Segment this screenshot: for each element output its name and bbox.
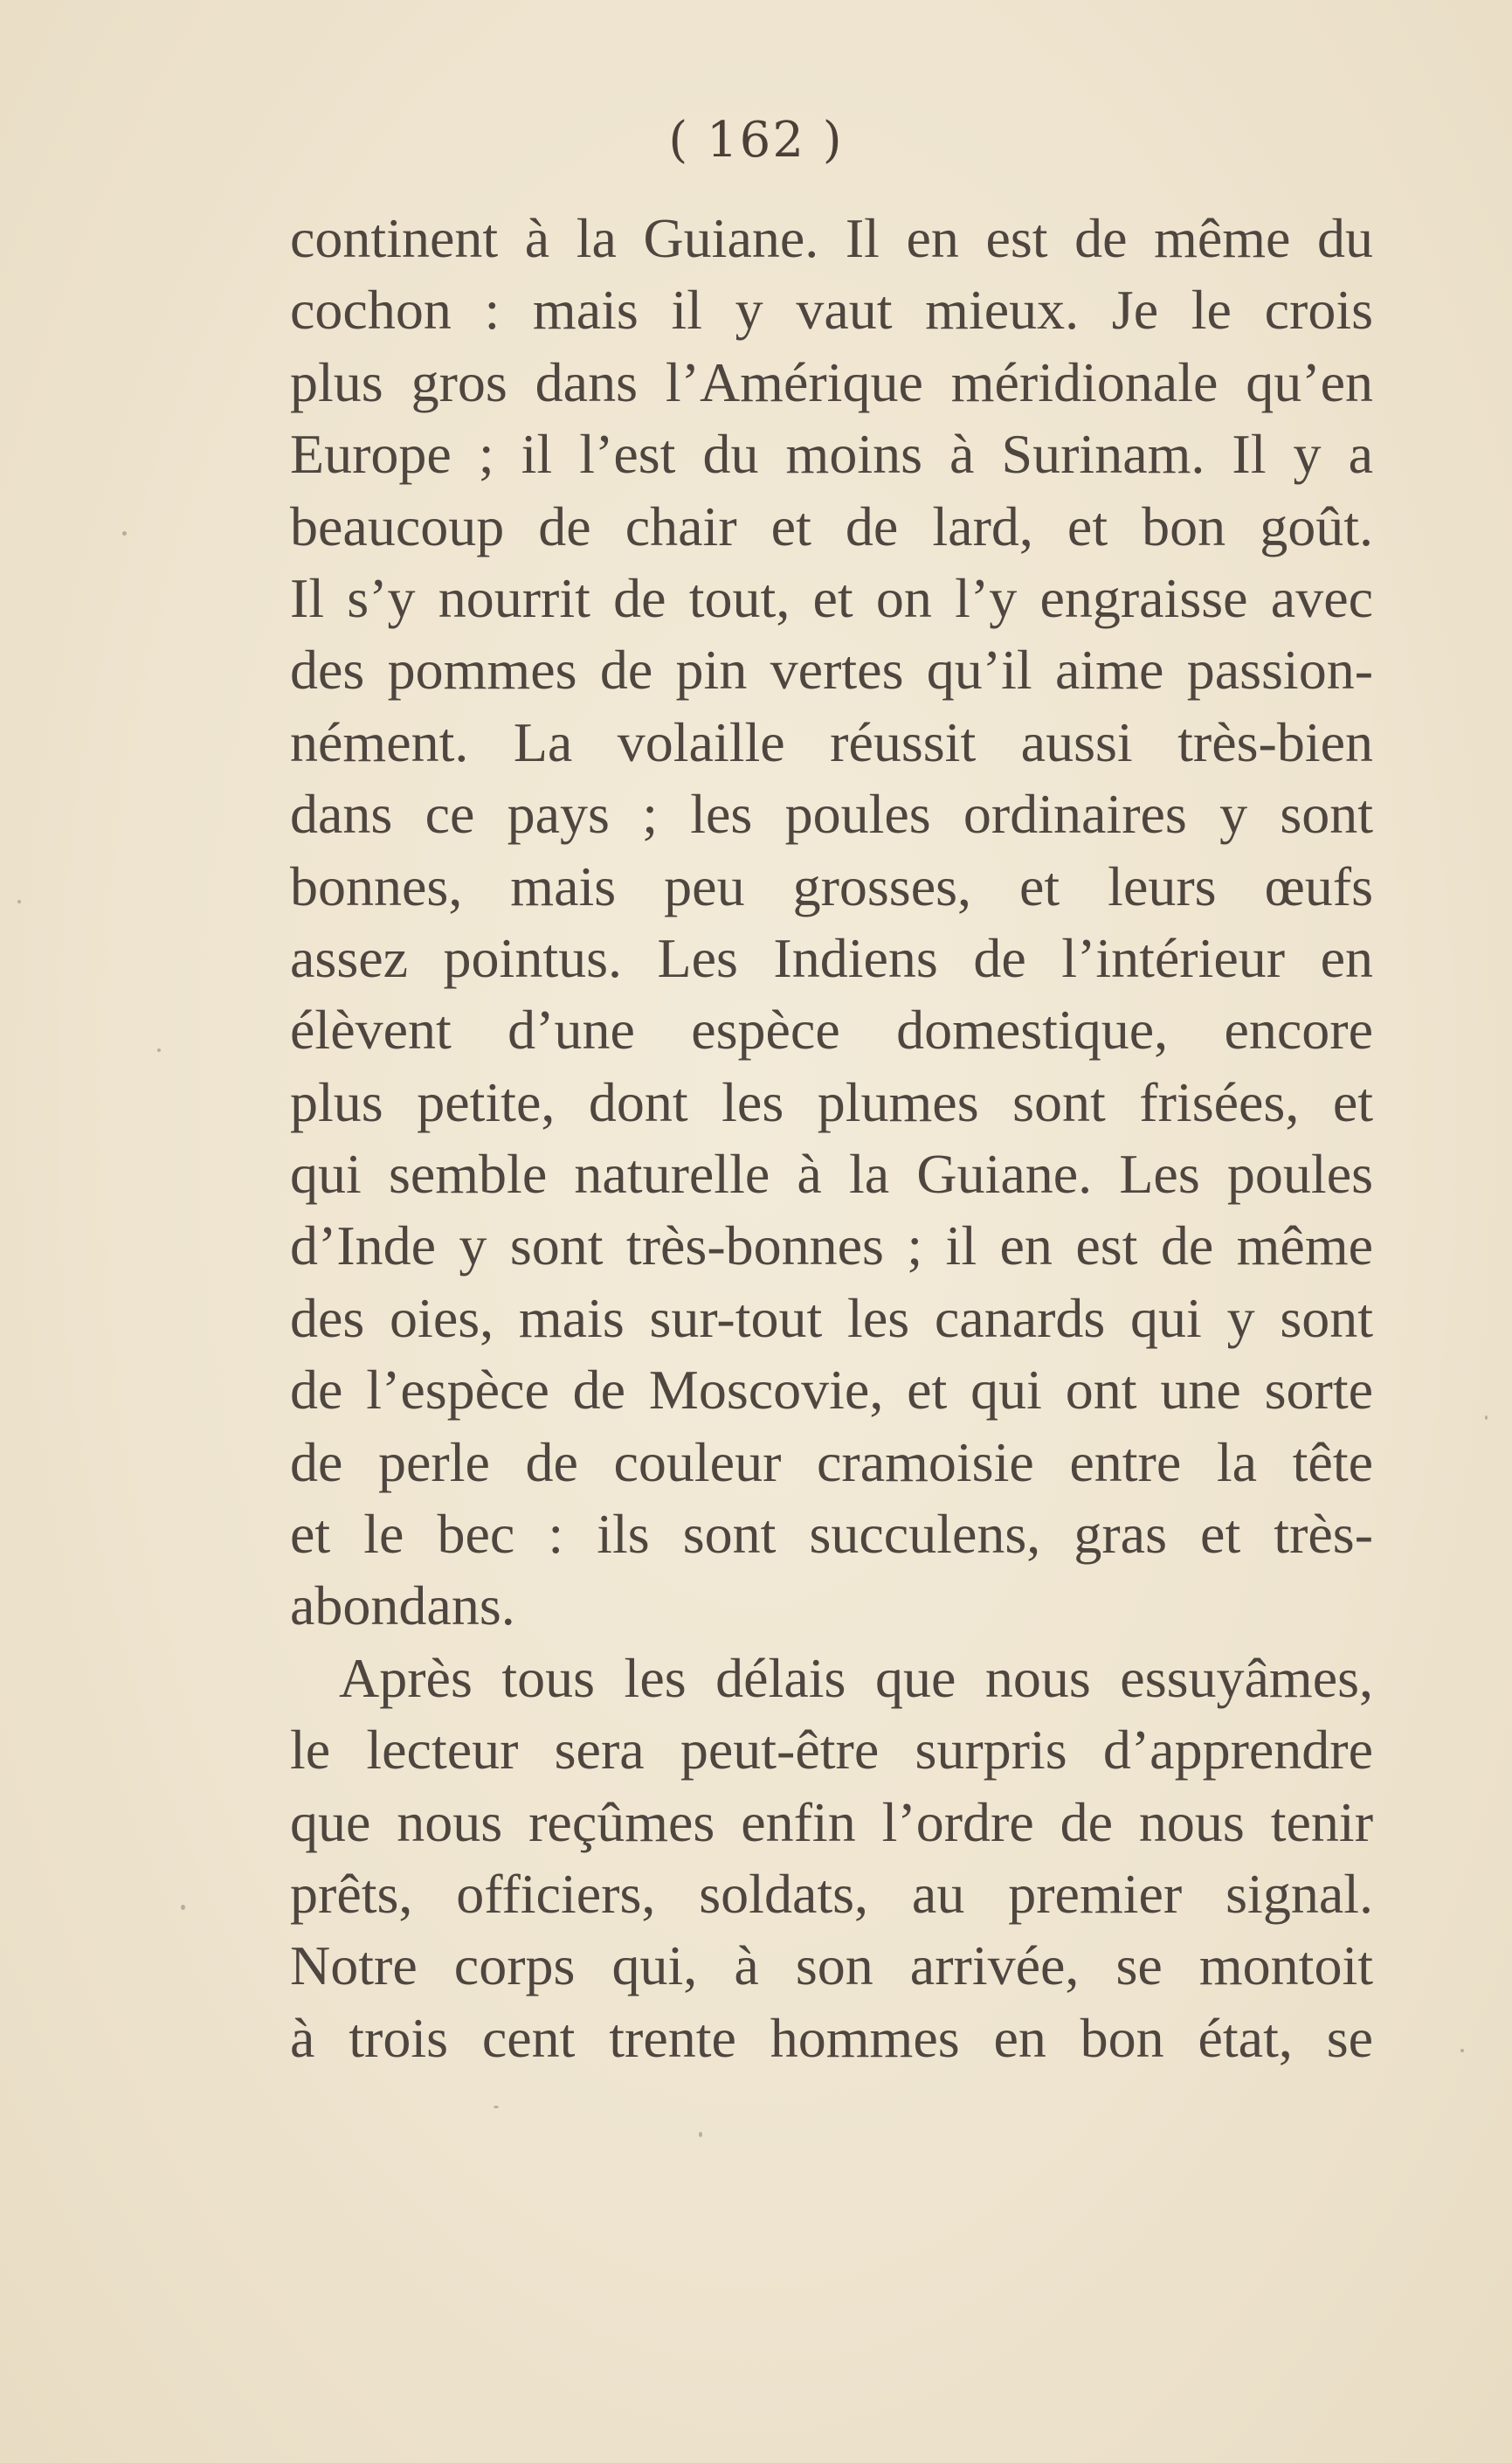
text-line: des pommes de pin vertes qu’il aime passion- [290,639,1373,702]
text-line: des oies, mais sur-tout les canards qui y sont [290,1286,1373,1349]
text-line: continent à la Guiane. Il en est de même du [290,207,1373,269]
text-line: dans ce pays ; les poules ordinaires y sont [290,783,1373,846]
text-line: prêts, officiers, soldats, au premier signal. [290,1862,1373,1925]
paper-speck [699,2132,702,2137]
text-line: qui semble naturelle à la Guiane. Les poules [290,1143,1373,1206]
text-line: nément. La volaille réussit aussi très-bien [290,710,1373,773]
paper-speck [157,1048,161,1052]
paper-speck [1485,1415,1488,1420]
text-line: cochon : mais il y vaut mieux. Je le crois [290,279,1373,342]
page-number: ( 162 ) [668,112,844,169]
paper-speck [122,531,127,536]
text-line: élèvent d’une espèce domestique, encore [290,999,1373,1062]
paper-speck [494,2106,499,2108]
text-line: plus petite, dont les plumes sont frisées, et [290,1070,1373,1133]
text-line: beaucoup de chair et de lard, et bon goût. [290,495,1373,557]
text-line: Europe ; il l’est du moins à Surinam. Il y a [290,423,1373,486]
text-line: bonnes, mais peu grosses, et leurs œufs [290,854,1373,917]
paragraph-first-line: Après tous les délais que nous essuyâmes, [339,1646,1373,1709]
text-line: d’Inde y sont très-bonnes ; il en est de même [290,1214,1373,1277]
text-line: et le bec : ils sont succulens, gras et très- [290,1503,1373,1566]
paper-speck [181,1905,185,1910]
text-line: assez pointus. Les Indiens de l’intérieur en [290,926,1373,989]
text-line: le lecteur sera peut-être surpris d’apprendre [290,1719,1373,1782]
text-line: de perle de couleur cramoisie entre la tête [290,1430,1373,1493]
text-line: de l’espèce de Moscovie, et qui ont une sorte [290,1359,1373,1422]
text-line: plus gros dans l’Amérique méridionale qu’en [290,350,1373,413]
page-body-text [290,203,1373,2074]
text-line: abondans. [290,1574,515,1637]
text-line: Notre corps qui, à son arrivée, se montoit [290,1934,1373,1997]
paper-speck [17,900,21,903]
text-line: que nous reçûmes enfin l’ordre de nous tenir [290,1790,1373,1853]
text-line: Il s’y nourrit de tout, et on l’y engraisse avec [290,566,1373,629]
text-line: à trois cent trente hommes en bon état, se [290,2006,1373,2069]
paper-speck [1460,2049,1464,2052]
